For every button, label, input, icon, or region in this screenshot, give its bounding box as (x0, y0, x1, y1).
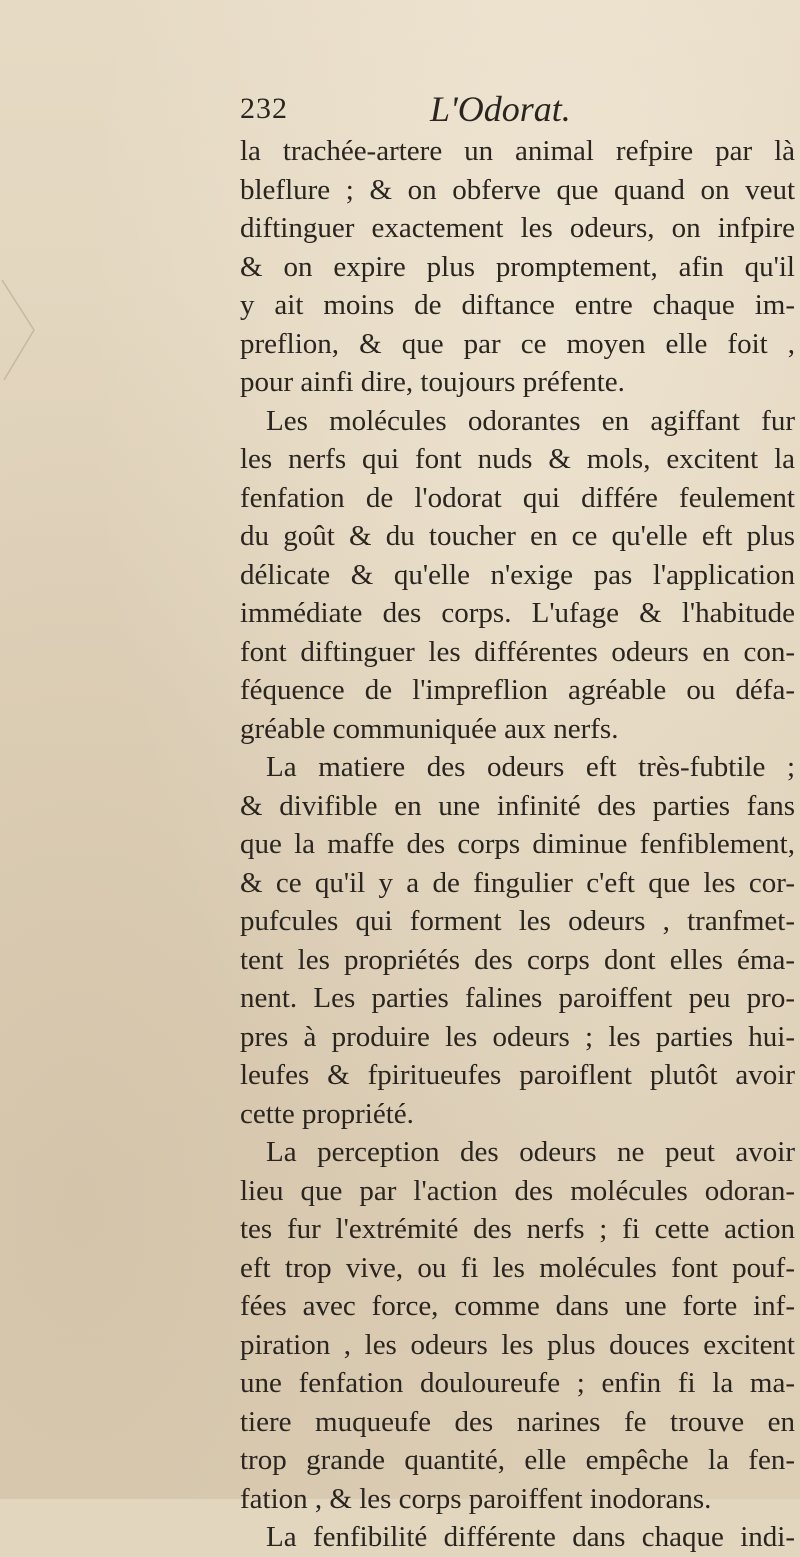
text-line: que la maffe des corps diminue fenfiblement, (240, 828, 795, 860)
text-line: piration , les odeurs les plus douces excitent (240, 1328, 795, 1361)
text-line: nent. Les parties falines paroiffent peu pro- (240, 982, 795, 1014)
text-line: pres à produire les odeurs ; les parties hui- (240, 1020, 795, 1053)
body-text (240, 132, 795, 1557)
page-header (240, 89, 740, 132)
text-line: & ce qu'il y a de fingulier c'eft que les cor- (240, 866, 795, 899)
text-line: fées avec force, comme dans une forte inf- (240, 1290, 795, 1322)
text-line: & divifible en une infinité des parties fans (240, 789, 795, 822)
text-line: tent les propriétés des corps dont elles éma- (240, 943, 795, 976)
text-line: diftinguer exactement les odeurs, on infpire (240, 212, 795, 244)
text-line: trop grande quantité, elle empêche la fen- (240, 1444, 795, 1476)
text-line: preflion, & que par ce moyen elle foit , (240, 327, 795, 360)
text-line: cette propriété. (240, 1097, 414, 1130)
text-line: fenfation de l'odorat qui différe feulement (240, 481, 795, 514)
text-line: tes fur l'extrémité des nerfs ; fi cette action (240, 1213, 795, 1245)
paragraph-start: Les molécules odorantes en agiffant fur (266, 404, 795, 437)
text-line: fation , & les corps paroiffent inodorans. (240, 1482, 712, 1515)
text-line: du goût & du toucher en ce qu'elle eft plus (240, 520, 795, 552)
paragraph-start: La matiere des odeurs eft très-fubtile ; (266, 751, 795, 783)
paragraph-start: La fenfibilité différente dans chaque indi- (266, 1521, 795, 1553)
text-line: eft trop vive, ou fi les molécules font pouf- (240, 1251, 795, 1284)
text-line: leufes & fpiritueufes paroiflent plutôt avoir (240, 1059, 795, 1091)
text-line: tiere muqueufe des narines fe trouve en (240, 1405, 795, 1438)
text-line: pour ainfi dire, toujours préfente. (240, 366, 625, 398)
text-line: délicate & qu'elle n'exige pas l'application (240, 558, 795, 591)
paragraph-start: La perception des odeurs ne peut avoir (266, 1136, 795, 1168)
text-line: une fenfation douloureufe ; enfin fi la ma- (240, 1367, 795, 1399)
text-line: gréable communiquée aux nerfs. (240, 712, 619, 745)
text-line: font diftinguer les différentes odeurs en con- (240, 635, 795, 668)
text-line: bleflure ; & on obferve que quand on veut (240, 173, 795, 206)
text-line: y ait moins de diftance entre chaque im- (240, 289, 795, 321)
text-line: féquence de l'impreflion agréable ou défa- (240, 674, 795, 706)
page-number: 232 (240, 92, 288, 125)
text-line: les nerfs qui font nuds & mols, excitent la (240, 443, 795, 475)
text-line: la trachée-artere un animal refpire par là (240, 135, 795, 167)
text-line: & on expire plus promptement, afin qu'il (240, 250, 795, 283)
page-fold-shadow (0, 260, 40, 400)
text-line: lieu que par l'action des molécules odoran- (240, 1174, 795, 1207)
text-line: pufcules qui forment les odeurs , tranfmet- (240, 905, 795, 937)
text-line: immédiate des corps. L'ufage & l'habitude (240, 597, 795, 629)
running-title: L'Odorat. (430, 89, 571, 129)
